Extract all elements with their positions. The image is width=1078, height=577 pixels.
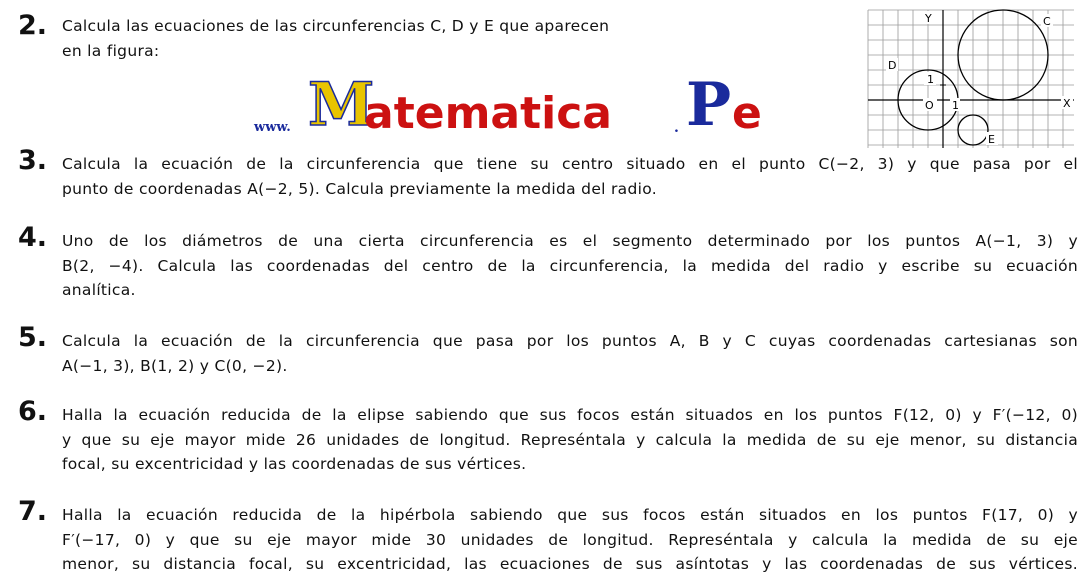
problem-3-number: 3. xyxy=(18,145,48,176)
problem-4-number: 4. xyxy=(18,222,48,253)
problem-7-line: menor, su distancia focal, su excentricidad, las ecuaciones de sus asíntotas y las coordenadas de sus vértices. xyxy=(62,555,1078,573)
problem-3-line: Calcula la ecuación de la circunferencia que tiene su centro situado en el punto C(−2, 3) y que pasa por el xyxy=(62,155,1078,173)
problem-4-line: Uno de los diámetros de una cierta circunferencia es el segmento determinado por los puntos A(−1, 3) y xyxy=(62,232,1078,250)
tick-x-label: 1 xyxy=(952,99,959,112)
axis-y-label: Y xyxy=(925,12,932,25)
tick-y-label: 1 xyxy=(927,73,934,86)
logo-e: e xyxy=(732,88,762,139)
label-circle-d: D xyxy=(888,59,897,72)
logo-atematica: atematica xyxy=(364,88,612,139)
axes xyxy=(868,10,1074,148)
problem-7-text xyxy=(62,503,1078,577)
problem-5-number: 5. xyxy=(18,322,48,353)
matematica-pe-logo xyxy=(254,66,794,146)
problem-4-line: analítica. xyxy=(62,281,136,299)
logo-m: M xyxy=(308,70,375,140)
problem-7-line: Halla la ecuación reducida de la hipérbola sabiendo que sus focos están situados en los puntos F(17, 0) y xyxy=(62,506,1078,524)
circles-figure xyxy=(866,8,1076,150)
problem-7-number: 7. xyxy=(18,496,48,527)
label-circle-e: E xyxy=(988,133,995,146)
problem-5-line: Calcula la ecuación de la circunferencia que pasa por los puntos A, B y C cuyas coordenadas cartesianas son xyxy=(62,332,1078,350)
problem-4-line: B(2, −4). Calcula las coordenadas del centro de la circunferencia, la medida del radio y escribe su ecuación xyxy=(62,256,1078,275)
problem-6-text xyxy=(62,403,1078,477)
problem-3-text xyxy=(62,152,1078,201)
problem-3-line: punto de coordenadas A(−2, 5). Calcula previamente la medida del radio. xyxy=(62,179,657,198)
problem-2-text xyxy=(62,14,702,63)
problem-7-line: F′(−17, 0) y que su eje mayor mide 30 unidades de longitud. Represéntala y calcula la medida de su eje xyxy=(62,530,1078,549)
logo-dot: . xyxy=(674,120,679,136)
label-circle-c: C xyxy=(1043,15,1051,28)
problem-4-text xyxy=(62,229,1078,303)
axis-x-label: X xyxy=(1063,97,1071,110)
problem-2-number: 2. xyxy=(18,10,48,41)
problem-5-text xyxy=(62,329,1078,378)
problem-6-number: 6. xyxy=(18,396,48,427)
problem-5-line: A(−1, 3), B(1, 2) y C(0, −2). xyxy=(62,356,288,375)
problem-6-line: Halla la ecuación reducida de la elipse sabiendo que sus focos están situados en los puntos F(12, 0) y F′(−12, 0) xyxy=(62,406,1078,424)
logo-p: P xyxy=(686,70,732,140)
logo-www: www. xyxy=(254,120,291,135)
problem-2-line: Calcula las ecuaciones de las circunferencias C, D y E que aparecen xyxy=(62,17,610,35)
origin-label: O xyxy=(925,99,934,112)
problem-6-line: y que su eje mayor mide 26 unidades de longitud. Represéntala y calcula la medida de su eje menor, su distancia xyxy=(62,430,1078,449)
problem-2-line: en la figura: xyxy=(62,41,160,60)
grid xyxy=(868,10,1074,148)
problem-6-line: focal, su excentricidad y las coordenadas de sus vértices. xyxy=(62,455,527,473)
